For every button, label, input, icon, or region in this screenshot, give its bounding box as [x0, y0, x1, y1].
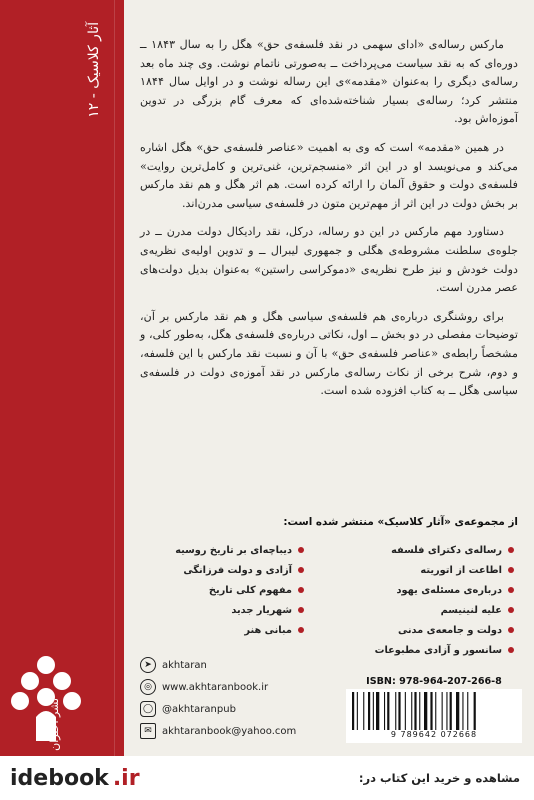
- barcode-bar: [387, 692, 389, 730]
- series-item: سانسور و آزادی مطبوعات: [324, 640, 514, 660]
- barcode-bar: [405, 692, 406, 730]
- barcode-bar: [398, 692, 400, 730]
- email-icon: ✉: [140, 723, 156, 739]
- spine-title: [76, 22, 112, 282]
- paragraph-2: در همین «مقدمه» است که وی به اهمیت «عناصر فلسفه‌ی حق» هگل اشاره می‌کند و می‌نویسد او در این اثر «منسجم‌ترین، غنی‌ترین و کامل‌ترین روایت» فلسفه‌ی دولت و حقوق آلمان را ارائه کرده است. هم اثر هگل و هم نقد مارکس بر بخش دولت در این اثر از مهم‌ترین متون در فلسفه‌ی سیاسی مدرن‌اند.: [140, 140, 518, 210]
- spine-divider: [114, 0, 115, 800]
- barcode-bar: [357, 692, 358, 730]
- barcode-bar: [411, 692, 412, 730]
- spine-series-label: آثار کلاسیک - ۱۲: [86, 22, 102, 118]
- series-item: دیباچه‌ای بر تاریخ روسیه: [114, 540, 304, 560]
- contact-list: [140, 654, 310, 742]
- series-item: اطاعت از اتوریته: [324, 560, 514, 580]
- series-item: درباره‌ی مسئله‌ی یهود: [324, 580, 514, 600]
- telegram-icon: ➤: [140, 657, 156, 673]
- series-item: دولت و جامعه‌ی مدنی: [324, 620, 514, 640]
- paragraph-4: برای روشنگری درباره‌ی هم فلسفه‌ی سیاسی هگل و هم نقد مارکس بر آن، توضیحات مفصلی در دو بخش ــ اول، نکاتی درباره‌ی فلسفه‌ی هگل، به‌طور کلی، و مشخصاً رابطه‌ی «عناصر فلسفه‌ی حق» با آن و نسبت نقد مارکس با این فلسفه، و دوم، شرح برخی از نکات رساله‌ی مارکس در نقد آموزه‌ی دولت در فلسفه‌ی سیاسی هگل ــ به کتاب افزوده شده است.: [140, 309, 518, 398]
- barcode-bar: [414, 692, 416, 730]
- series-item: شهریار جدید: [114, 600, 304, 620]
- bullet-icon: [298, 587, 304, 593]
- series-item: آزادی و دولت فرزانگی: [114, 560, 304, 580]
- series-item: مبانی هنر: [114, 620, 304, 640]
- contact-instagram[interactable]: ◯ @akhtaranpub: [140, 698, 310, 720]
- bullet-icon: [298, 607, 304, 613]
- barcode-bars-icon: [350, 692, 518, 730]
- barcode-bar: [442, 692, 443, 730]
- bullet-icon: [508, 587, 514, 593]
- series-list-left: [114, 540, 304, 640]
- bullet-icon: [298, 567, 304, 573]
- footer-promo-text: مشاهده و خرید این کتاب در:: [358, 771, 520, 785]
- barcode-bar: [376, 692, 379, 730]
- barcode-bar: [435, 692, 436, 730]
- barcode-bar: [462, 692, 463, 730]
- bullet-icon: [508, 607, 514, 613]
- barcode-bar: [419, 692, 420, 730]
- barcode-bar: [474, 692, 476, 730]
- series-list-right: [324, 540, 514, 660]
- barcode-bar: [363, 692, 364, 730]
- paragraph-1: مارکس رساله‌ی «ادای سهمی در نقد فلسفه‌ی حق» هگل را به سال ۱۸۴۳ ــ دوره‌ای که به نقد سیاست می‌پرداخت ــ به‌صورتی ناتمام نوشت. وی چند ماه بعد رساله‌ی دیگری را به‌عنوان «مقدمه»ی این رساله نوشت و در اوایل سال ۱۸۴۴ منتشر کرد؛ رساله‌ی بسیار شناخته‌شده‌ای که معرف گام بزرگی در تدوین آموزه‌اش بود.: [140, 38, 518, 126]
- bullet-icon: [508, 627, 514, 633]
- barcode-bar: [352, 692, 354, 730]
- instagram-icon: ◯: [140, 701, 156, 717]
- site-logo[interactable]: [10, 766, 140, 791]
- paragraph-3: دستاورد مهم مارکس در این دو رساله، درکل، نقد رادیکال دولت مدرن ــ در جلوه‌ی سلطنت مشروطه‌ی هگلی و جمهوری لیبرال ــ و تدوین اولیه‌ی نظریه‌ی دولت خودش و نیز طرح نظریه‌ی «دموکراسی راستین» به‌عنوان بدیل دولت‌های عصر مدرن است.: [140, 225, 518, 295]
- barcode-bar: [424, 692, 427, 730]
- contact-website[interactable]: ◎ www.akhtaranbook.ir: [140, 676, 310, 698]
- bullet-icon: [298, 547, 304, 553]
- back-cover-text: [140, 36, 518, 411]
- site-name-tld: .ir: [112, 765, 140, 791]
- barcode: [346, 689, 522, 743]
- contact-email[interactable]: ✉ akhtaranbook@yahoo.com: [140, 720, 310, 742]
- footer-banner: [0, 756, 534, 800]
- barcode-bar: [395, 692, 396, 730]
- barcode-bar: [467, 692, 468, 730]
- isbn-label: ISBN: 978-964-207-266-8: [366, 676, 502, 687]
- bullet-icon: [508, 547, 514, 553]
- globe-icon: ◎: [140, 679, 156, 695]
- series-item: مفهوم کلی تاریخ: [114, 580, 304, 600]
- series-heading: از مجموعه‌ی «آثار کلاسیک» منتشر شده است:: [283, 516, 518, 528]
- bullet-icon: [298, 627, 304, 633]
- isbn-block: [346, 676, 522, 743]
- bullet-icon: [508, 567, 514, 573]
- series-item: علیه لنینیسم: [324, 600, 514, 620]
- bullet-icon: [508, 647, 514, 653]
- barcode-bar: [384, 692, 385, 730]
- publisher-logo-icon: [6, 645, 86, 745]
- barcode-digits: 9 789642 072668: [390, 730, 478, 739]
- barcode-bar: [368, 692, 370, 730]
- contact-telegram[interactable]: ➤ akhtaran: [140, 654, 310, 676]
- barcode-bar: [446, 692, 447, 730]
- publisher-name: نشر اختران: [48, 698, 61, 751]
- barcode-bar: [373, 692, 374, 730]
- barcode-bar: [430, 692, 432, 730]
- barcode-bar: [456, 692, 459, 730]
- site-name-main: idebook: [10, 765, 109, 791]
- series-item: رساله‌ی دکترای فلسفه: [324, 540, 514, 560]
- barcode-bar: [450, 692, 452, 730]
